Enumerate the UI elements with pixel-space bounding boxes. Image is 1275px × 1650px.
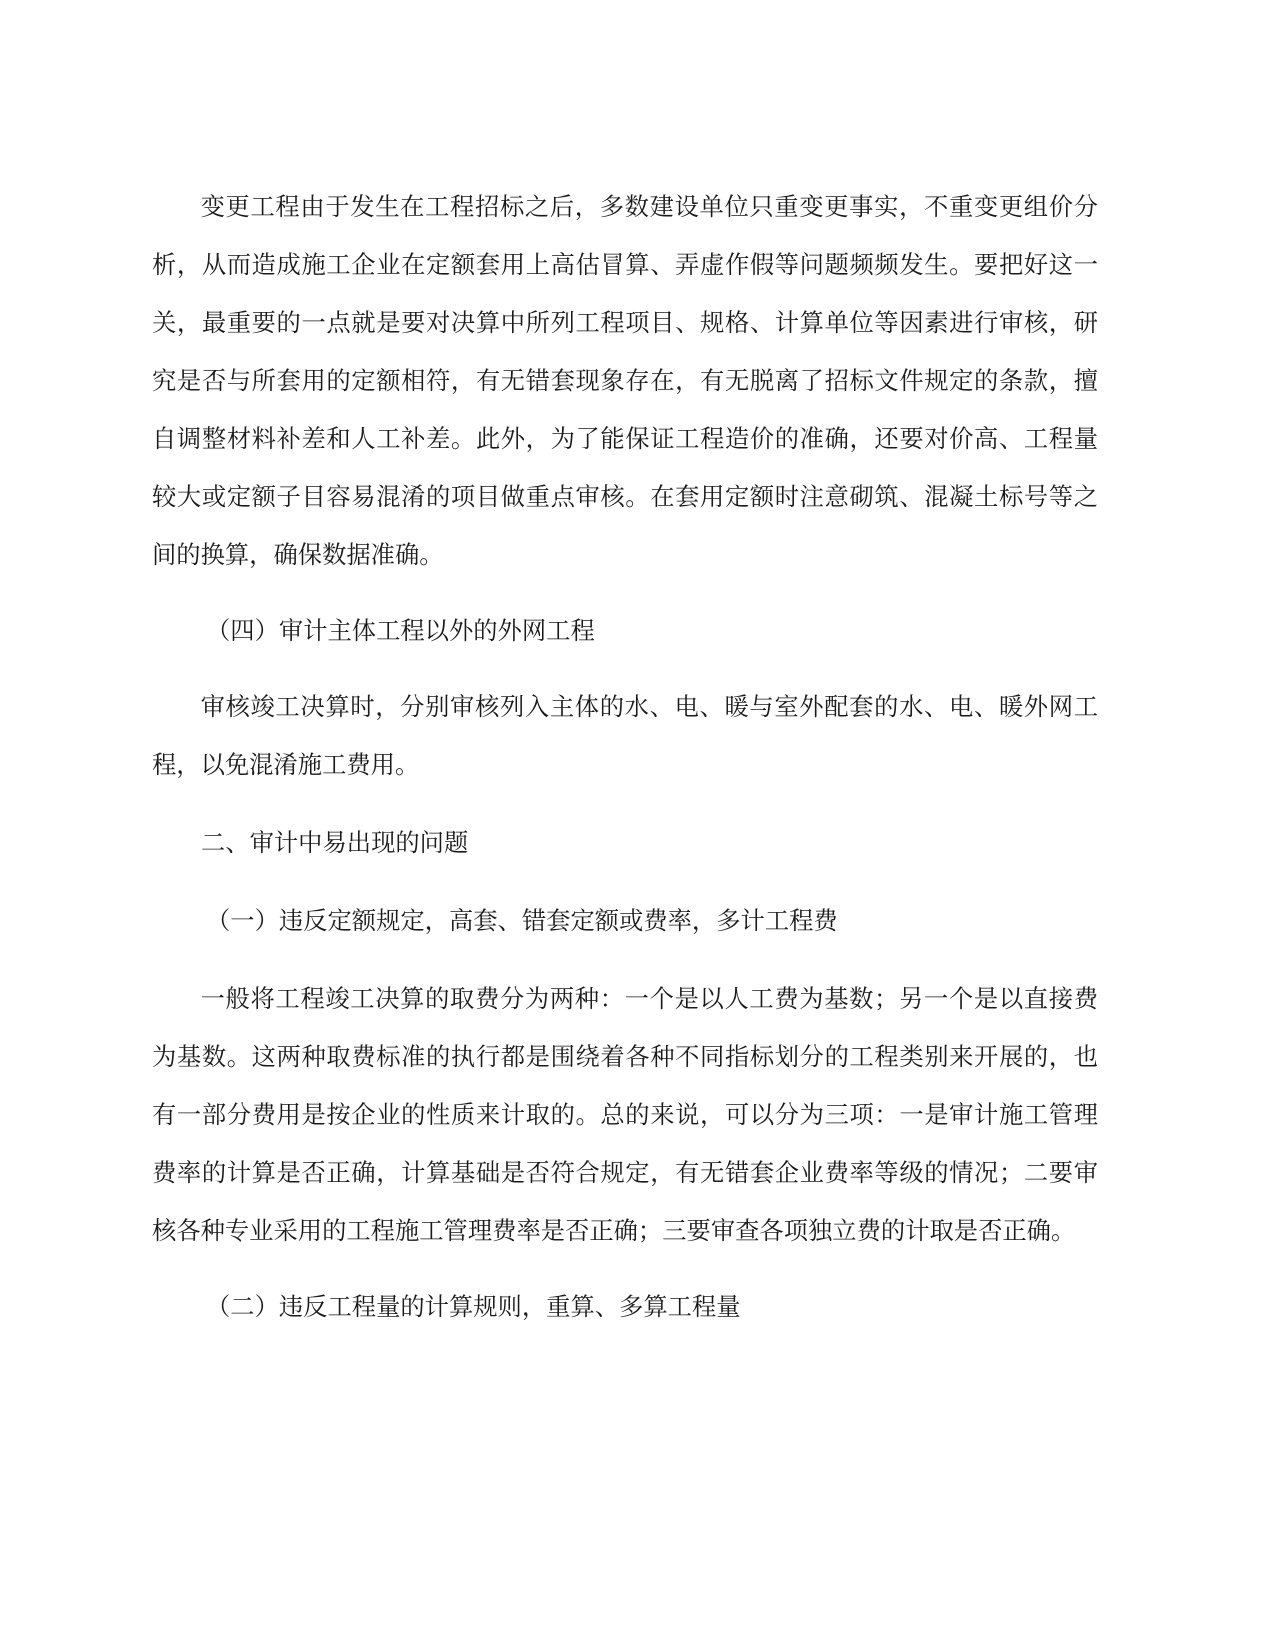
section-heading-1: （一）违反定额规定，高套、错套定额或费率，多计工程费 bbox=[206, 906, 838, 935]
spacer bbox=[152, 950, 1098, 970]
spacer bbox=[152, 584, 1098, 602]
section-heading-2: （二）违反工程量的计算规则，重算、多算工程量 bbox=[206, 1292, 741, 1321]
chapter-heading-2: 二、审计中易出现的问题 bbox=[201, 828, 469, 857]
spacer bbox=[152, 1260, 1098, 1278]
spacer bbox=[152, 660, 1098, 678]
spacer bbox=[152, 794, 1098, 814]
document-page bbox=[152, 178, 1098, 1336]
paragraph-external-network: 审核竣工决算时，分别审核列入主体的水、电、暖与室外配套的水、电、暖外网工程，以免混淆施工费用。 bbox=[152, 692, 1098, 779]
section-heading-4: （四）审计主体工程以外的外网工程 bbox=[206, 616, 595, 645]
spacer bbox=[152, 872, 1098, 892]
paragraph-change-engineering: 变更工程由于发生在工程招标之后，多数建设单位只重变更事实，不重变更组价分析，从而造成施工企业在定额套用上高估冒算、弄虚作假等问题频频发生。要把好这一关，最重要的一点就是要对决算中所列工程项目、规格、计算单位等因素进行审核，研究是否与所套用的定额相符，有无错套现象存在，有无脱离了招标文件规定的条款，擅自调整材料补差和人工补差。此外，为了能保证工程造价的准确，还要对价高、工程量较大或定额子目容易混淆的项目做重点审核。在套用定额时注意砌筑、混凝土标号等之间的换算，确保数据准确。 bbox=[152, 192, 1098, 569]
paragraph-fee-calculation: 一般将工程竣工决算的取费分为两种：一个是以人工费为基数；另一个是以直接费为基数。这两种取费标准的执行都是围绕着各种不同指标划分的工程类别来开展的，也有一部分费用是按企业的性质来计取的。总的来说，可以分为三项：一是审计施工管理费率的计算是否正确，计算基础是否符合规定，有无错套企业费率等级的情况；二要审核各种专业采用的工程施工管理费率是否正确；三要审查各项独立费的计取是否正确。 bbox=[152, 984, 1098, 1245]
